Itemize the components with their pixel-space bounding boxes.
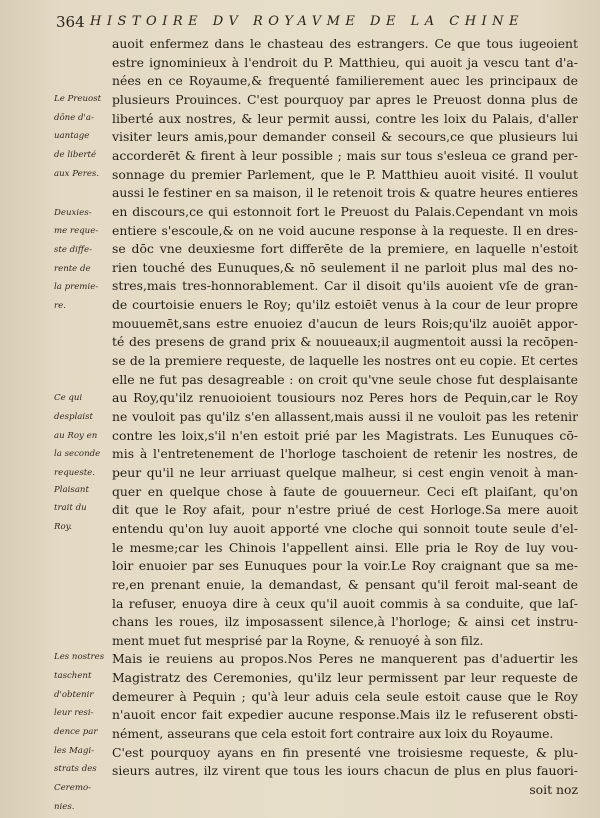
margin-note-line: re. [54,301,66,312]
margin-note-line: la premie- [54,282,99,293]
margin-note-line: aux Peres. [54,168,100,179]
margin-note-line: Ceremo- [54,782,92,793]
text-line: la refuser, enuoya dire à ceux qu'il auoit commis à sa conduite, que laſ- [112,595,578,611]
text-line: rien touché des Eunuques,& nō seulement il ne parloit plus mal des no- [112,259,578,275]
margin-note-line: la seconde [54,449,101,460]
text-line: aussi le festiner en sa maison, il le retenoit trois & quatre heures entieres [112,185,578,201]
text-line: se dōc vne deuxiesme fort differēte de la premiere, en laquelle n'estoit [112,241,578,257]
text-line: plusieurs Prouinces. C'est pourquoy par apres le Preuost donna plus de [112,91,578,107]
body-text [112,0,578,818]
text-line: mouuemēt,sans estre enuoiez d'aucun de leurs Rois;qu'ilz auoiēt appor- [112,315,578,331]
text-line: quer en quelque chose à faute de gouuerneur. Ceci eſt plaiſant, qu'on [112,483,578,499]
text-line: mis à l'entretenement de l'horloge taschoient de retenir les nostres, de [112,446,578,462]
margin-note-line: Roy. [54,521,73,532]
text-line: ne vouloit pas qu'ilz s'en allassent,mais aussi il ne vouloit pas les retenir [112,409,578,424]
margin-note-line: au Roy en [54,430,98,441]
margin-note [54,208,110,312]
text-line: soit noz [529,782,578,797]
text-line: re,en prenant enuie, la demandast, & pensant qu'il feroit mal-seant de [112,576,578,592]
margin-note-line: dōne d'a- [54,112,94,123]
margin-note [54,94,110,180]
margin-note-line: Ce qui [54,393,83,404]
text-line: C'est pourquoy ayans en fin presenté vne troisiesme requeste, & plu- [112,744,578,760]
text-line: chans les roues, ilz imposassent silence,à l'horloge; & ainsi cet instru- [112,614,578,630]
margin-note-line: ste diffe- [54,245,93,256]
text-line: sonnage du premier Parlement, que le P. Matthieu auoit visité. Il voulut [112,166,578,182]
text-line: auoit enfermez dans le chasteau des estrangers. Ce que tous iugeoient [112,36,578,51]
text-line: dit que le Roy afait, pour n'estre priué de cest Horloge.Sa mere auoit [112,502,578,518]
margin-note-line: nies. [54,801,75,812]
text-line: en discours,ce qui estonnoit fort le Preuost du Palais.Cependant vn mois [112,203,578,219]
margin-note-line: leur resi- [54,708,94,719]
margin-note-line: taschent [54,671,92,682]
running-title: HISTOIRE DV ROYAVME DE LA CHINE [90,14,525,29]
margin-note-line: Les nostres [54,652,105,663]
text-line: loir enuoier par ses Eunuques pour la voir.Le Roy craignant que sa me- [112,558,578,574]
text-line: entendu qu'on luy auoit apporté vne cloche qui sonnoit toute seule d'el- [112,520,578,536]
margin-note-line: Le Preuost [54,93,102,104]
text-line: ment muet fut mesprisé par la Royne, & renuoyé à son filz. [112,632,484,648]
text-line: elle ne fut pas desagreable : on croit qu'vne seule chose fut desplaisante [112,371,578,387]
margin-note-line: me reque- [54,226,99,237]
text-line: peur qu'il ne leur arriuast quelque malheur, si cest engin venoit à man- [112,464,578,480]
margin-note-line: dence par [54,727,98,737]
margin-note-line: rente de [54,263,91,274]
text-line: nées en ce Royaume,& frequenté familierement auec les principaux de [112,73,578,89]
text-line: au Roy,qu'ilz renuoioient tousiours noz Peres hors de Pequin,car le Roy [112,390,578,406]
text-line: liberté aux nostres, & leur permit aussi, contre les loix du Palais, d'aller [112,110,578,126]
text-line: se de la premiere requeste, de laquelle les nostres ont eu copie. Et certes [112,353,578,369]
text-line: entiere s'escoule,& on ne void aucune response à la requeste. Il en dres- [112,222,578,238]
margin-note [54,652,110,812]
text-line: demeurer à Pequin ; qu'à leur aduis cela seule estoit cause que le Roy [112,688,578,704]
text-line: Mais ie reuiens au propos.Nos Peres ne manquerent pas d'aduertir les [112,651,578,667]
margin-note-line: requeste. [54,467,95,478]
text-line: le mesme;car les Chinois l'appellent ainsi. Elle pria le Roy de luy vou- [112,539,578,555]
margin-note [54,485,110,533]
text-line: de courtoisie enuers le Roy; qu'ilz estoiēt venus à la cour de leur propre [112,297,578,313]
margin-note-line: les Magi- [54,745,95,756]
text-line: Magistratz des Ceremonies, qu'ilz leur permissent par leur requeste de [112,670,578,686]
text-line: accorderēt & firent à leur possible ; mais sur tous s'esleua ce grand per- [112,147,578,163]
margin-note-line: desplaist [54,411,93,422]
text-line: nément, asseurans que cela estoit fort contraire aux loix du Royaume. [112,726,554,742]
margin-note-line: Plaisant [54,484,89,495]
text-line: té des presens de grand prix & nouueaux;il augmentoit aussi la recōpen- [112,334,578,350]
text-line: visiter leurs amis,pour demander conseil & secours,ce que plusieurs lui [112,129,578,145]
margin-note-line: uantage [54,131,90,142]
text-line: stres,mais tres-honnorablement. Car il disoit qu'ils auoient vſe de gran- [112,278,578,294]
margin-note-line: de liberté [54,149,97,160]
text-line: contre les loix,s'il n'en estoit prié par les Magistrats. Les Eunuques cō- [112,427,578,443]
margin-note-line: d'obtenir [54,689,94,700]
text-line: sieurs autres, ilz virent que tous les iours chacun de plus en plus fauori- [112,763,578,779]
margin-note [54,393,110,479]
margin-note-line: trait du [54,503,87,514]
page-number: 364 [56,13,85,31]
text-line: estre ignominieux à l'endroit du P. Matthieu, qui auoit ja vescu tant d'a- [112,54,578,70]
text-line: n'auoit encor fait expedier aucune response.Mais ilz le refuserent obsti- [112,707,578,723]
margin-note-line: Deuxies- [54,207,92,218]
margin-note-line: strats des [54,764,97,775]
margin-notes [54,0,110,818]
